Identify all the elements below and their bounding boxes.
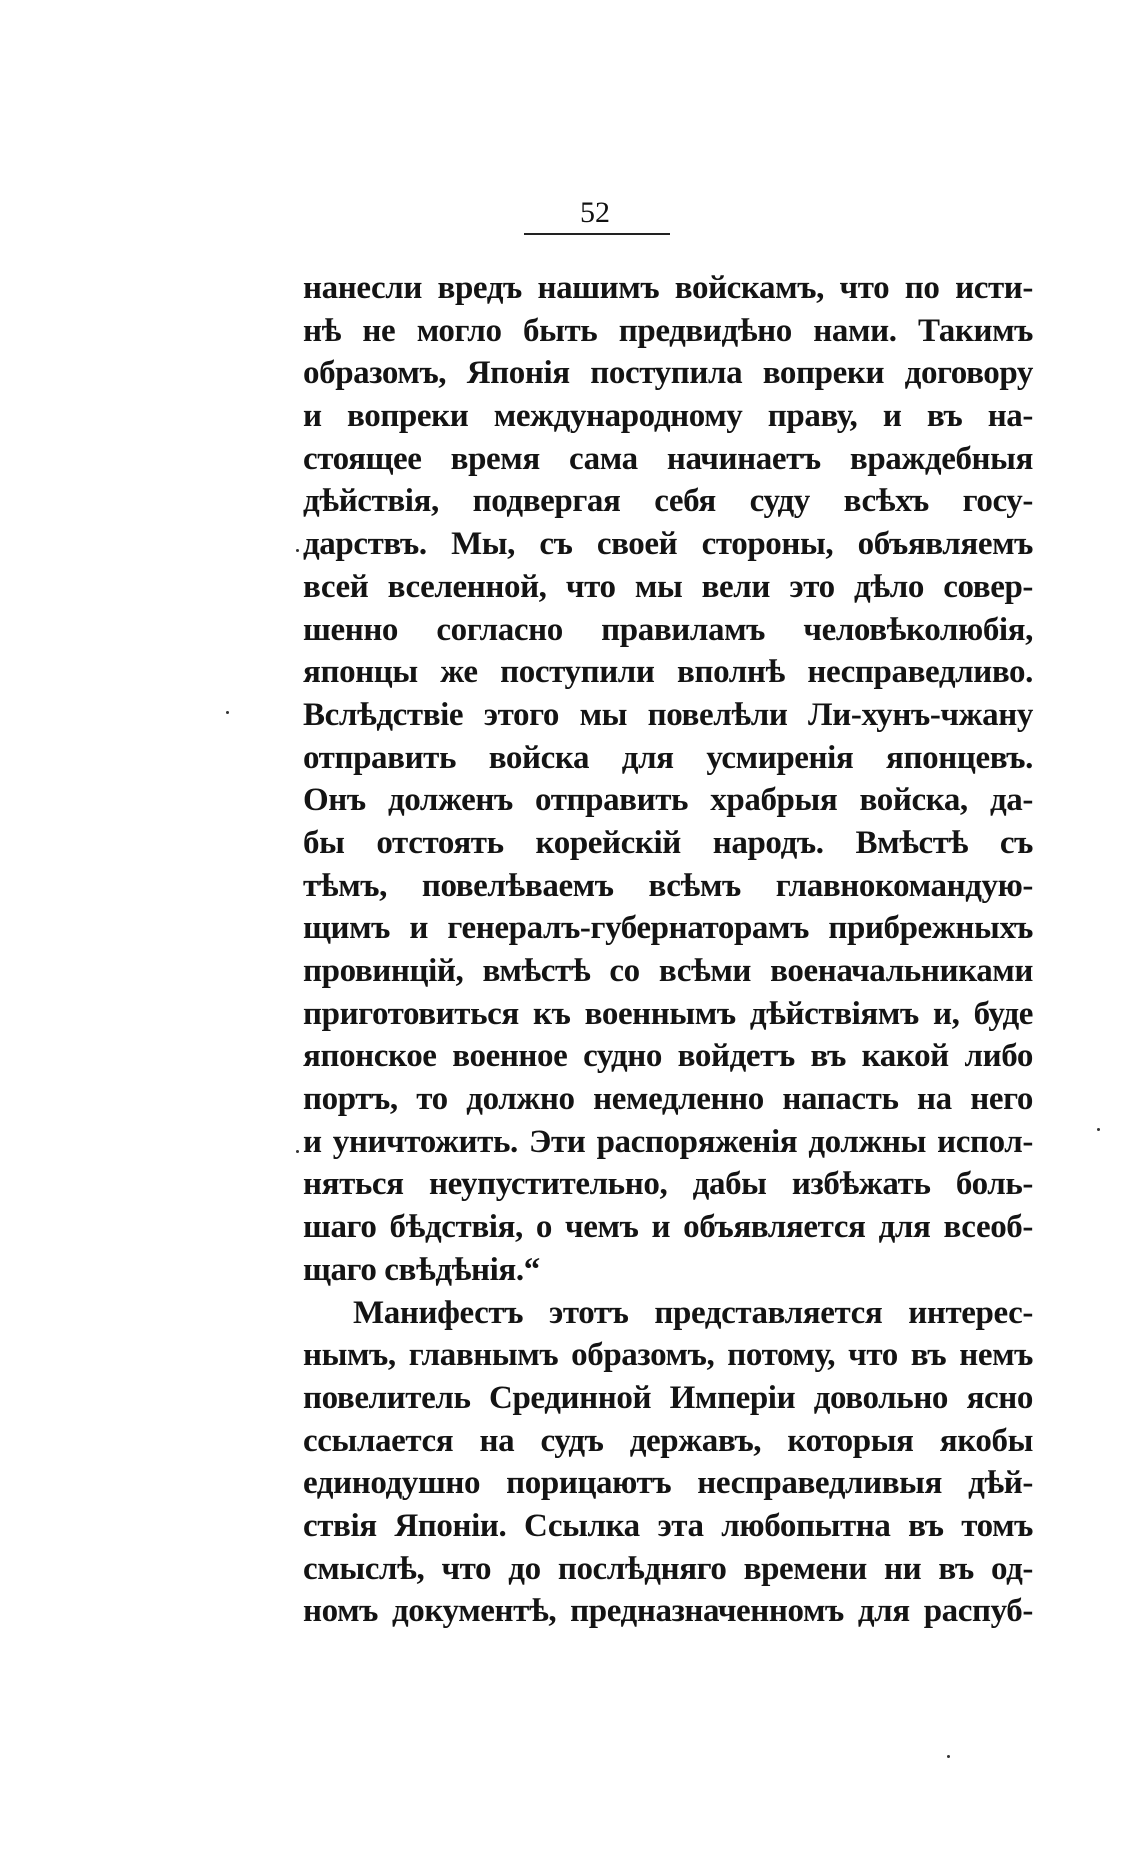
text-line: щаго свѣдѣнія.“ — [303, 1251, 540, 1288]
page-number: 52 — [580, 196, 610, 229]
text-line: Манифестъ этотъ представляется интерес- — [353, 1294, 1033, 1331]
text-line: дѣйствія, подвергая себя суду всѣхъ госу- — [303, 483, 1033, 520]
text-line: шенно согласно правиламъ человѣколюбія, — [303, 611, 1033, 648]
text-line: Онъ долженъ отправить храбрыя войска, да- — [303, 782, 1033, 819]
text-line: нымъ, главнымъ образомъ, потому, что въ немъ — [303, 1337, 1033, 1374]
text-line: повелитель Срединной Имперіи довольно ясно — [303, 1379, 1033, 1416]
text-line: бы отстоять корейскій народъ. Вмѣстѣ съ — [303, 824, 1033, 861]
text-line: ствія Японіи. Ссылка эта любопытна въ томъ — [303, 1507, 1033, 1544]
text-line: стоящее время сама начинаетъ враждебныя — [303, 440, 1033, 477]
text-line: единодушно порицаютъ несправедливыя дѣй- — [303, 1465, 1033, 1502]
text-line: нанесли вредъ нашимъ войскамъ, что по исти- — [303, 270, 1033, 306]
body-text — [303, 267, 1033, 1633]
paragraph — [303, 1292, 1033, 1634]
text-line: номъ документѣ, предназначенномъ для распуб- — [303, 1593, 1033, 1630]
text-line: всей вселенной, что мы вели это дѣло совер- — [303, 568, 1033, 605]
text-line: Вслѣдствіе этого мы повелѣли Ли-хунъ-чжану — [303, 696, 1033, 733]
text-line: провинцій, вмѣстѣ со всѣми военачальниками — [303, 953, 1033, 989]
text-line: тѣмъ, повелѣваемъ всѣмъ главнокомандую- — [303, 867, 1033, 904]
text-line: приготовиться къ военнымъ дѣйствіямъ и, буде — [303, 995, 1033, 1032]
text-line: отправить войска для усмиренія японцевъ. — [303, 739, 1033, 776]
text-line: смыслѣ, что до послѣдняго времени ни въ од- — [303, 1550, 1033, 1587]
text-line: и уничтожить. Эти распоряженія должны испол- — [303, 1123, 1033, 1160]
text-line: портъ, то должно немедленно напасть на него — [303, 1081, 1033, 1118]
text-line: щимъ и генералъ-губернаторамъ прибрежныхъ — [303, 910, 1033, 947]
scan-speck — [226, 711, 229, 714]
text-line: ссылается на судъ державъ, которыя якобы — [303, 1422, 1033, 1459]
scan-speck — [296, 1150, 299, 1153]
text-line: няться неупустительно, дабы избѣжать боль- — [303, 1166, 1033, 1203]
text-line: японцы же поступили вполнѣ несправедливо. — [303, 654, 1033, 691]
text-line: шаго бѣдствія, о чемъ и объявляется для всеоб- — [303, 1209, 1033, 1246]
text-line: нѣ не могло быть предвидѣно нами. Такимъ — [303, 312, 1033, 349]
paragraph — [303, 267, 1033, 1292]
text-line: образомъ, Японія поступила вопреки договору — [303, 355, 1033, 392]
text-line: и вопреки международному праву, и въ на- — [303, 398, 1033, 435]
header-rule — [524, 233, 670, 235]
scan-speck — [1097, 1128, 1100, 1131]
text-line: дарствъ. Мы, съ своей стороны, объявляемъ — [303, 526, 1033, 563]
scan-speck — [296, 549, 299, 552]
text-line: японское военное судно войдетъ въ какой либо — [303, 1038, 1033, 1075]
scan-speck — [947, 1755, 950, 1758]
